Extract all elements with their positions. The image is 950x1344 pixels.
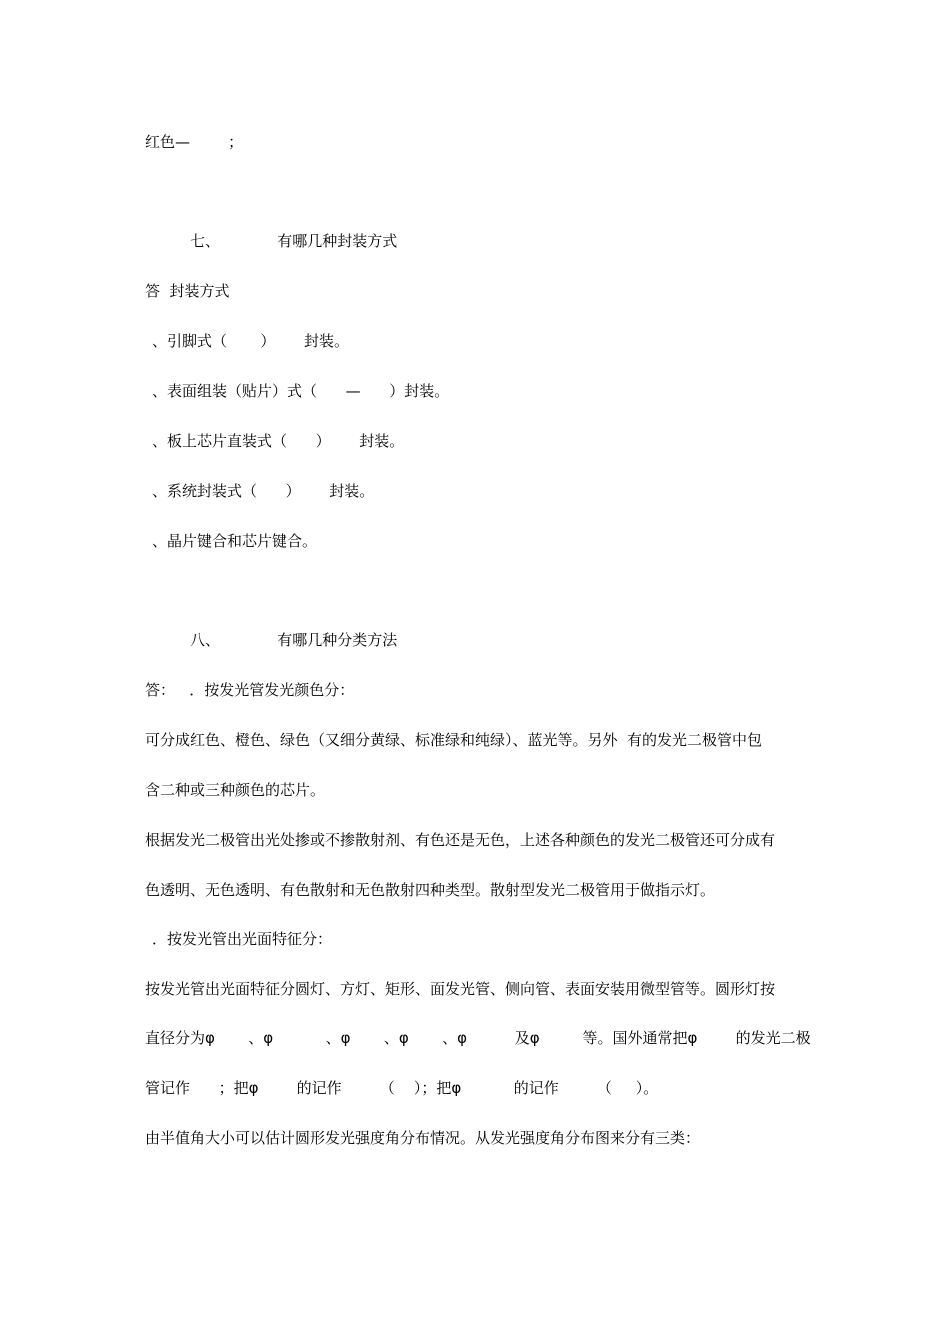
paragraph-line: 按发光管出光面特征分圆灯、方灯、矩形、面发光管、侧向管、表面安装用微型管等。圆形灯按 <box>145 980 776 998</box>
paragraph-line: 管记作 ；把φ 的记作 （ ）；把φ 的记作 （ ）。 <box>145 1079 659 1097</box>
list-item: 、晶片键合和芯片键合。 <box>152 532 318 550</box>
paragraph-line: 色透明、无色透明、有色散射和无色散射四种类型。散射型发光二极管用于做指示灯。 <box>145 881 716 899</box>
list-item: 、板上芯片直装式（ ） 封装。 <box>152 432 405 450</box>
text-line-1: 红色— ； <box>145 133 244 151</box>
list-item: 、系统封装式（ ） 封装。 <box>152 482 375 500</box>
paragraph-line: 根据发光二极管出光处掺或不掺散射剂、有色还是无色，上述各种颜色的发光二极管还可分成有 <box>145 831 776 849</box>
paragraph-line: 由半值角大小可以估计圆形发光强度角分布情况。从发光强度角分布图来分有三类： <box>145 1129 701 1147</box>
answer-line: 答： ．按发光管发光颜色分： <box>145 681 355 699</box>
section-heading-7: 七、 有哪几种封装方式 <box>190 232 398 250</box>
paragraph-line: 可分成红色、橙色、绿色（又细分黄绿、标准绿和纯绿）、蓝光等。另外 有的发光二极管中包 <box>145 731 763 749</box>
list-item: 、表面组装（贴片）式（ — ）封装。 <box>152 382 450 400</box>
subheading-line: ．按发光管出光面特征分： <box>152 930 333 948</box>
list-item: 、引脚式（ ） 封装。 <box>152 332 349 350</box>
paragraph-line: 直径分为φ 、φ 、φ 、φ 、φ 及φ 等。国外通常把φ 的发光二极 <box>145 1029 811 1047</box>
answer-line: 答 封装方式 <box>145 282 230 300</box>
section-heading-8: 八、 有哪几种分类方法 <box>190 631 398 649</box>
paragraph-line: 含二种或三种颜色的芯片。 <box>145 781 326 799</box>
